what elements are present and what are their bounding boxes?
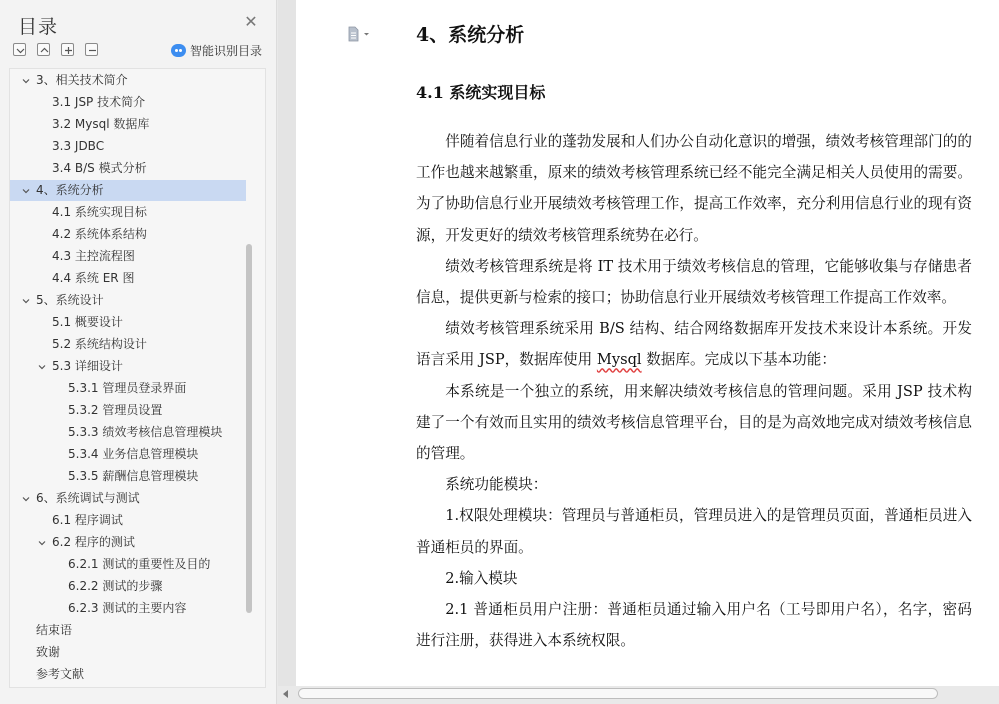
toc-item[interactable] [10, 202, 246, 223]
paragraph: 2.1 普通柜员用户注册：普通柜员通过输入用户名（工号即用户名），名字，密码进行注册，获得进入本系统权限。 [416, 601, 972, 650]
toc-item[interactable] [10, 290, 246, 311]
scroll-left-icon[interactable] [283, 690, 288, 698]
toc-item-label: 4.3 主控流程图 [52, 249, 135, 263]
toc-item-label: 4、系统分析 [36, 183, 104, 197]
toc-item[interactable] [10, 180, 246, 201]
toc-item[interactable] [10, 444, 246, 465]
toc-item-label: 参考文献 [36, 667, 85, 681]
toc-item-label: 3.3 JDBC [52, 139, 105, 153]
toc-item-label: 3.4 B/S 模式分析 [52, 161, 147, 175]
chevron-down-icon[interactable] [22, 187, 30, 195]
toc-item[interactable] [10, 488, 246, 509]
toc-item-label: 3、相关技术简介 [36, 73, 128, 87]
toc-item-label: 5.3.1 管理员登录界面 [68, 381, 187, 395]
chevron-down-icon[interactable] [22, 297, 30, 305]
toc-item[interactable] [10, 312, 246, 333]
chevron-down-icon[interactable] [38, 363, 46, 371]
toc-item-label: 5.1 概要设计 [52, 315, 123, 329]
toc-item[interactable] [10, 400, 246, 421]
toc-item[interactable] [10, 620, 246, 641]
toc-item[interactable] [10, 158, 246, 179]
toc-item[interactable] [10, 664, 246, 685]
toc-item[interactable] [10, 114, 246, 135]
toc-item[interactable] [10, 92, 246, 113]
document-page [296, 0, 999, 686]
toc-item-label: 6.2.3 测试的主要内容 [68, 601, 187, 615]
paragraph: 系统功能模块： [445, 476, 548, 494]
toc-item[interactable] [10, 642, 246, 663]
chevron-down-icon[interactable] [22, 495, 30, 503]
toc-item-label: 4.4 系统 ER 图 [52, 271, 135, 285]
paragraph: 绩效考核管理系统采用 B/S 结构、结合网络数据库开发技术来设计本系统。开发语言采用 JSP，数据库使用 Mysql 数据库。完成以下基本功能： [416, 320, 972, 369]
collapse-all-icon[interactable] [37, 43, 50, 56]
toc-panel [0, 0, 277, 704]
spelling-error-mark[interactable]: Mysql [596, 351, 642, 369]
toc-scrollbar[interactable] [246, 244, 252, 613]
toc-item-label: 6.2 程序的测试 [52, 535, 135, 549]
heading-2: 4.1 系统实现目标 [416, 83, 546, 102]
paragraph: 绩效考核管理系统是将 IT 技术用于绩效考核信息的管理，它能够收集与存储患者信息，提供更新与检索的接口；协助信息行业开展绩效考核管理工作提高工作效率。 [416, 257, 972, 307]
toc-item-label: 6、系统调试与测试 [36, 491, 140, 505]
toc-item-label: 致谢 [36, 645, 61, 659]
toc-title: 目录 [18, 16, 59, 38]
toc-item-label: 5、系统设计 [36, 293, 104, 307]
chevron-down-icon[interactable] [22, 77, 30, 85]
chevron-down-icon[interactable] [38, 539, 46, 547]
toc-item[interactable] [10, 334, 246, 355]
paragraph: 本系统是一个独立的系统，用来解决绩效考核信息的管理问题。采用 JSP 技术构建了一个有效而且实用的绩效考核信息管理平台，目的是为高效地完成对绩效考核信息的管理。 [416, 382, 972, 463]
smart-toc-label: 智能识别目录 [190, 44, 263, 58]
add-heading-icon[interactable] [61, 43, 74, 56]
document-area [278, 0, 999, 704]
paragraph: 2.输入模块 [445, 569, 518, 587]
toc-item[interactable] [10, 378, 246, 399]
horizontal-scrollbar[interactable] [278, 686, 999, 704]
toc-item-label: 6.2.1 测试的重要性及目的 [68, 557, 211, 571]
toc-item-label: 5.3.4 业务信息管理模块 [68, 447, 199, 461]
paragraph: 伴随着信息行业的蓬勃发展和人们办公自动化意识的增强，绩效考核管理部门的的工作也越来越繁重，原来的绩效考核管理系统已经不能完全满足相关人员使用的需要。为了协助信息行业开展绩效考核管理工作，提高工作效率，充分利用信息行业的现有资源，开发更好的绩效考核管理系统势在必行。 [416, 133, 972, 244]
toc-item[interactable] [10, 70, 246, 91]
expand-all-icon[interactable] [13, 43, 26, 56]
scroll-thumb[interactable] [298, 688, 938, 699]
document-icon[interactable] [348, 26, 372, 42]
toc-item-label: 5.3.5 薪酬信息管理模块 [68, 469, 199, 483]
toc-item-label: 5.3 详细设计 [52, 359, 123, 373]
close-icon[interactable]: ✕ [244, 12, 258, 31]
toc-item[interactable] [10, 554, 246, 575]
toc-item-label: 结束语 [36, 623, 73, 637]
toc-list [9, 68, 266, 688]
toc-item-label: 4.2 系统体系结构 [52, 227, 147, 241]
toc-item[interactable] [10, 510, 246, 531]
toc-item[interactable] [10, 246, 246, 267]
smart-toc-button[interactable] [171, 42, 262, 59]
paragraph: 1.权限处理模块：管理员与普通柜员，管理员进入的是管理员页面，普通柜员进入普通柜员的界面。 [416, 507, 972, 556]
remove-heading-icon[interactable] [85, 43, 98, 56]
toc-item[interactable] [10, 422, 246, 443]
body-text [416, 126, 972, 656]
toc-item-label: 3.2 Mysql 数据库 [52, 117, 150, 131]
toc-item-label: 6.1 程序调试 [52, 513, 123, 527]
toc-item-label: 5.3.3 绩效考核信息管理模块 [68, 425, 223, 439]
toc-item[interactable] [10, 356, 246, 377]
toc-item-label: 5.3.2 管理员设置 [68, 403, 163, 417]
heading-1: 4、系统分析 [416, 24, 525, 46]
toc-item-label: 3.1 JSP 技术简介 [52, 95, 146, 109]
robot-icon [171, 44, 186, 57]
toc-item[interactable] [10, 532, 246, 553]
toc-item[interactable] [10, 224, 246, 245]
toc-item[interactable] [10, 136, 246, 157]
toc-item-label: 5.2 系统结构设计 [52, 337, 147, 351]
toc-item-label: 4.1 系统实现目标 [52, 205, 147, 219]
toc-item[interactable] [10, 466, 246, 487]
toc-item[interactable] [10, 576, 246, 597]
toc-item[interactable] [10, 268, 246, 289]
toc-item-label: 6.2.2 测试的步骤 [68, 579, 163, 593]
toc-toolbar [13, 43, 98, 57]
toc-item[interactable] [10, 598, 246, 619]
document-content [416, 20, 972, 656]
